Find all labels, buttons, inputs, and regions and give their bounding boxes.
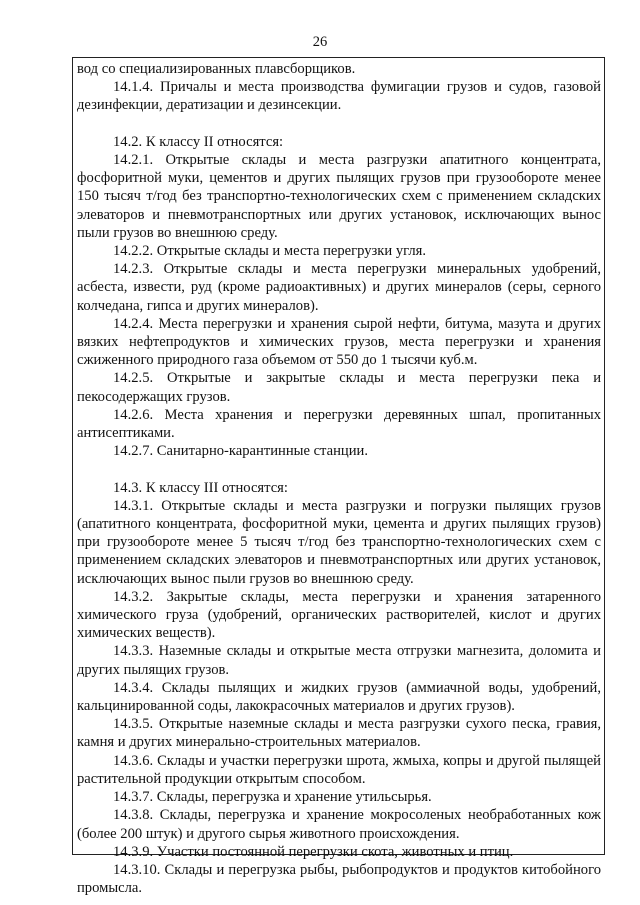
page-number: 26 xyxy=(312,34,328,50)
paragraph: 14.3.7. Склады, перегрузка и хранение утильсырья. xyxy=(113,789,432,806)
paragraph: 14.3.9. Участки постоянной перегрузки скота, животных и птиц. xyxy=(113,843,514,860)
paragraph: 14.2.3. Открытые склады и места перегрузки минеральных удобрений, асбеста, извести, руд (кроме радиоактивных) и других минералов (серы, серного колчедана, гипса и других минералов). xyxy=(77,261,601,314)
paragraph: 14.3.6. Склады и участки перегрузки шрота, жмыха, копры и другой пылящей растительной продукции открытым способом. xyxy=(77,752,601,787)
paragraph: 14.2. К классу II относятся: xyxy=(113,133,284,150)
paragraph: 14.3.3. Наземные склады и открытые места отгрузки магнезита, доломита и других пылящих грузов. xyxy=(77,643,601,678)
paragraph: 14.2.2. Открытые склады и места перегрузки угля. xyxy=(113,243,427,260)
paragraph: 14.2.1. Открытые склады и места разгрузки апатитного концентрата, фосфоритной муки, цементов и других пылящих грузов при грузообороте менее 150 тысяч т/год без транспортно-технологических схем с применением складских элеваторов и пневмотранспортных или других установок, исключающих вынос пыли грузов во внешнюю среду. xyxy=(77,152,601,241)
paragraph: 14.2.7. Санитарно-карантинные станции. xyxy=(113,443,368,460)
paragraph: 14.3.5. Открытые наземные склады и места разгрузки сухого песка, гравия, камня и других минерально-строительных материалов. xyxy=(77,716,601,751)
paragraph: 14.3.8. Склады, перегрузка и хранение мокросоленых необработанных кож (более 200 штук) и другого сырья животного происхождения. xyxy=(77,807,601,842)
paragraph-spacer xyxy=(77,460,601,478)
document-body xyxy=(77,60,601,897)
paragraph-spacer xyxy=(77,115,601,133)
paragraph: 14.3.1. Открытые склады и места разгрузки и погрузки пылящих грузов (апатитного концентрата, фосфоритной муки, цемента и других пылящих грузов) при грузообороте менее 5 тысяч т/год без транспортно-технологических схем с применением складских элеваторов и пневмотранспортных или других установок, исключающих вынос пыли грузов во внешнюю среду. xyxy=(77,497,601,587)
paragraph: 14.3.10. Склады и перегрузка рыбы, рыбопродуктов и продуктов китобойного промысла. xyxy=(77,861,601,897)
paragraph: 14.3.2. Закрытые склады, места перегрузки и хранения затаренного химического груза (удобрений, органических растворителей, кислот и других химических веществ). xyxy=(77,588,601,642)
paragraph: 14.1.4. Причалы и места производства фумигации грузов и судов, газовой дезинфекции, дератизации и дезинсекции. xyxy=(77,79,601,114)
paragraph: 14.3. К классу III относятся: xyxy=(113,479,288,496)
paragraph: 14.3.4. Склады пылящих и жидких грузов (аммиачной воды, удобрений, кальцинированной соды, лакокрасочных материалов и других грузов). xyxy=(77,679,601,715)
paragraph: 14.2.4. Места перегрузки и хранения сырой нефти, битума, мазута и других вязких нефтепродуктов и химических грузов, места перегрузки и хранения сжиженного природного газа объемом от 550 до 1 тысячи куб.м. xyxy=(77,315,601,369)
paragraph: 14.2.5. Открытые и закрытые склады и места перегрузки пека и пекосодержащих грузов. xyxy=(77,370,601,405)
paragraph: 14.2.6. Места хранения и перегрузки деревянных шпал, пропитанных антисептиками. xyxy=(77,406,601,442)
paragraph: вод со специализированных плавсборщиков. xyxy=(77,61,356,77)
